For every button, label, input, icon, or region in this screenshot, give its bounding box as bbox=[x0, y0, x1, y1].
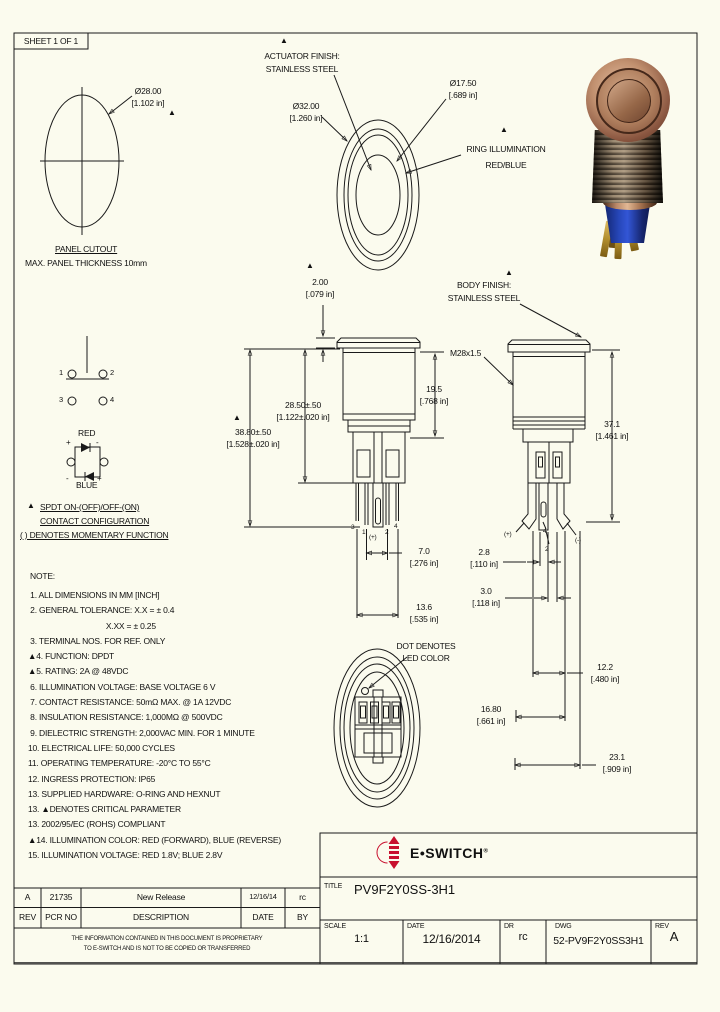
front-view bbox=[322, 75, 461, 270]
dim-mm: 16.80 bbox=[480, 704, 502, 714]
pin-label: 3 bbox=[351, 524, 355, 531]
terminal-number: 3 bbox=[59, 395, 63, 404]
pin-label: (+) bbox=[369, 534, 377, 541]
registered-mark: ® bbox=[483, 848, 489, 855]
proprietary-line1: THE INFORMATION CONTAINED IN THIS DOCUMENT IS PROPRIETARY bbox=[71, 936, 263, 942]
dot-note-line1: DOT DENOTES bbox=[396, 641, 456, 651]
pin-width-dim bbox=[464, 546, 504, 570]
note-item: 13. 2002/95/EC (ROHS) COMPLIANT bbox=[28, 819, 166, 830]
critical-marker-icon: ▲ bbox=[168, 108, 176, 117]
note-item: 1. ALL DIMENSIONS IN MM [INCH] bbox=[28, 590, 160, 600]
terminal-number: 1 bbox=[59, 368, 63, 377]
panel-cutout-title: PANEL CUTOUT bbox=[55, 244, 118, 254]
brand-text: E•SWITCH bbox=[410, 845, 484, 861]
panel-cutout-dim bbox=[126, 85, 170, 109]
note-item: 15. ILLUMINATION VOLTAGE: RED 1.8V; BLUE 2.8V bbox=[28, 850, 223, 861]
rev-cell: New Release bbox=[136, 892, 186, 902]
critical-marker-icon: ▲ bbox=[233, 413, 241, 422]
note-item: 13. ▲DENOTES CRITICAL PARAMETER bbox=[28, 804, 181, 815]
terminal-width-dim bbox=[468, 703, 514, 727]
dim-mm: 2.00 bbox=[312, 277, 328, 287]
ring-illumination-line2: RED/BLUE bbox=[485, 160, 527, 170]
dwg-label: DWG bbox=[555, 923, 572, 930]
pin-label: 2 bbox=[385, 529, 389, 536]
side-view-front bbox=[337, 338, 420, 527]
body-height-dim bbox=[266, 399, 340, 423]
note-item: 3. TERMINAL NOS. FOR REF. ONLY bbox=[28, 635, 166, 646]
dim-mm: Ø17.50 bbox=[449, 78, 477, 88]
critical-marker-icon: ▲ bbox=[505, 268, 513, 277]
dim-mm: 19.5 bbox=[426, 384, 442, 394]
product-photo bbox=[583, 53, 693, 265]
polarity-sign: + bbox=[97, 474, 102, 483]
notes-list bbox=[28, 588, 281, 863]
outer-dia-dim bbox=[284, 100, 328, 124]
dim-in: [.118 in] bbox=[472, 598, 500, 608]
pin-label: (-) bbox=[575, 537, 581, 544]
scale-label: SCALE bbox=[324, 923, 346, 930]
date-value: 12/16/2014 bbox=[422, 932, 481, 946]
dim-mm: 2.8 bbox=[478, 547, 490, 557]
dim-mm: Ø28.00 bbox=[134, 86, 162, 96]
inner-dia-dim bbox=[442, 77, 484, 101]
dot-note-line2: LED COLOR bbox=[402, 653, 450, 663]
dim-in: [1.461 in] bbox=[595, 431, 629, 441]
dim-mm: 38.80±.50 bbox=[235, 427, 271, 437]
note-item: 11. OPERATING TEMPERATURE: -20°C TO 55°C bbox=[28, 758, 211, 769]
dim-mm: 28.50±.50 bbox=[285, 400, 321, 410]
note-item: 2. GENERAL TOLERANCE: X.X = ± 0.4 bbox=[28, 605, 175, 616]
actuator-finish-line1: ACTUATOR FINISH: bbox=[264, 51, 340, 61]
blue-led-label: BLUE bbox=[76, 480, 98, 490]
dot-note bbox=[392, 640, 460, 664]
drafter-label: DR bbox=[504, 923, 514, 930]
polarity-sign: - bbox=[66, 474, 69, 483]
total-depth-dim bbox=[588, 418, 636, 442]
thread-spec: M28x1.5 bbox=[450, 348, 482, 358]
note-item: 9. DIELECTRIC STRENGTH: 2,000VAC MIN. FOR 1 MINUTE bbox=[28, 727, 255, 738]
proprietary-line2: TO E-SWITCH AND IS NOT TO BE COPIED OR TRANSFERRED bbox=[83, 946, 251, 952]
dim-mm: 7.0 bbox=[418, 546, 430, 556]
note-item: 6. ILLUMINATION VOLTAGE: BASE VOLTAGE 6 V bbox=[28, 681, 216, 692]
dim-in: [.079 in] bbox=[305, 289, 335, 299]
note-item: X.XX = ± 0.25 bbox=[28, 620, 156, 631]
row-spacing-dim bbox=[581, 661, 629, 685]
sheet-label: SHEET 1 OF 1 bbox=[23, 36, 79, 46]
dim-in: [1.122±.020 in] bbox=[276, 412, 330, 422]
dim-in: [.535 in] bbox=[409, 614, 439, 624]
title-label: TITLE bbox=[324, 883, 343, 890]
dim-in: [.909 in] bbox=[602, 764, 632, 774]
pin-spacing-dim bbox=[400, 545, 448, 569]
dimension-lines-front bbox=[244, 305, 444, 618]
dim-in: [.661 in] bbox=[476, 716, 506, 726]
rev-header-cell: BY bbox=[297, 912, 308, 922]
dim-in: [1.102 in] bbox=[131, 98, 165, 108]
note-item: ▲14. ILLUMINATION COLOR: RED (FORWARD), BLUE (REVERSE) bbox=[28, 834, 281, 845]
note-item: ▲4. FUNCTION: DPDT bbox=[28, 651, 115, 662]
contact-config-line3: ( ) DENOTES MOMENTARY FUNCTION bbox=[20, 530, 169, 540]
pin-label: 4 bbox=[543, 528, 547, 535]
overall-height-dim bbox=[222, 426, 284, 450]
critical-marker-icon: ▲ bbox=[500, 125, 508, 134]
bottom-view bbox=[334, 649, 420, 807]
terminal-span-dim bbox=[593, 751, 641, 775]
rev-label: REV bbox=[655, 923, 669, 930]
dim-mm: 12.2 bbox=[597, 662, 613, 672]
contact-config-line2: CONTACT CONFIGURATION bbox=[40, 516, 150, 526]
dim-in: [.480 in] bbox=[590, 674, 620, 684]
rev-cell: 21735 bbox=[49, 892, 73, 902]
note-item: 10. ELECTRICAL LIFE: 50,000 CYCLES bbox=[28, 742, 175, 753]
flange-height-dim bbox=[294, 276, 346, 300]
side-view-side bbox=[508, 340, 590, 544]
rev-header-cell: PCR NO bbox=[45, 912, 77, 922]
pin-label: (+) bbox=[504, 531, 512, 538]
notes-header: NOTE: bbox=[30, 571, 55, 581]
rev-cell: rc bbox=[299, 892, 306, 902]
dim-in: [.110 in] bbox=[470, 559, 498, 569]
schematic bbox=[66, 336, 109, 481]
note-item: 7. CONTACT RESISTANCE: 50mΩ MAX. @ 1A 12VDC bbox=[28, 697, 232, 708]
panel-cutout-view bbox=[40, 87, 132, 235]
polarity-sign: - bbox=[96, 438, 99, 447]
part-number-title: PV9F2Y0SS-3H1 bbox=[354, 882, 456, 897]
scale-value: 1:1 bbox=[354, 933, 369, 945]
rev-cell: 12/16/14 bbox=[249, 892, 277, 901]
dim-mm: 23.1 bbox=[609, 752, 625, 762]
note-item: 12. INGRESS PROTECTION: IP65 bbox=[28, 773, 156, 784]
photo-actuator bbox=[607, 79, 651, 123]
rev-header-cell: REV bbox=[19, 912, 36, 922]
dim-mm: Ø32.00 bbox=[292, 101, 320, 111]
ring-illumination-line1: RING ILLUMINATION bbox=[466, 144, 546, 154]
panel-cutout-subtitle: MAX. PANEL THICKNESS 10mm bbox=[25, 258, 147, 268]
dim-in: [1.528±.020 in] bbox=[226, 439, 280, 449]
pin-gap-dim bbox=[466, 585, 506, 609]
pin-label: 2 bbox=[545, 546, 549, 553]
pin-label: 1 bbox=[362, 529, 366, 536]
dim-in: [.768 in] bbox=[419, 396, 449, 406]
rev-cell: A bbox=[24, 892, 31, 902]
thread-length-dim bbox=[410, 383, 458, 407]
dwg-number: 52-PV9F2Y0SS3H1 bbox=[553, 935, 644, 947]
dim-mm: 13.6 bbox=[416, 602, 432, 612]
note-item: 13. SUPPLIED HARDWARE: O-RING AND HEXNUT bbox=[28, 788, 221, 799]
terminal-number: 2 bbox=[110, 368, 114, 377]
rev-header-cell: DESCRIPTION bbox=[133, 912, 189, 922]
dim-mm: 37.1 bbox=[604, 419, 620, 429]
red-led-label: RED bbox=[78, 428, 96, 438]
critical-marker-icon: ▲ bbox=[280, 36, 288, 45]
pin-span-dim bbox=[400, 601, 448, 625]
rev-header-cell: DATE bbox=[252, 912, 274, 922]
body-finish-line1: BODY FINISH: bbox=[456, 280, 512, 290]
dim-in: [.276 in] bbox=[409, 558, 439, 568]
contact-config-line1: SPDT ON-(OFF)/OFF-(ON) bbox=[40, 502, 140, 512]
note-item: 8. INSULATION RESISTANCE: 1,000MΩ @ 500VDC bbox=[28, 712, 223, 723]
pin-label: 4 bbox=[394, 523, 398, 530]
polarity-sign: + bbox=[66, 438, 71, 447]
brand-name bbox=[410, 845, 488, 861]
actuator-finish-line2: STAINLESS STEEL bbox=[265, 64, 339, 74]
critical-marker-icon: ▲ bbox=[306, 261, 314, 270]
date-label: DATE bbox=[407, 923, 425, 930]
dim-in: [.689 in] bbox=[448, 90, 478, 100]
body-finish-line2: STAINLESS STEEL bbox=[447, 293, 521, 303]
note-item: ▲5. RATING: 2A @ 48VDC bbox=[28, 666, 129, 677]
critical-marker-icon: ▲ bbox=[27, 501, 35, 510]
dim-in: [1.260 in] bbox=[289, 113, 323, 123]
rev-value: A bbox=[669, 929, 679, 944]
drafter-value: rc bbox=[518, 931, 528, 943]
dim-mm: 3.0 bbox=[480, 586, 492, 596]
brand-logo-icon bbox=[377, 836, 400, 869]
terminal-number: 4 bbox=[110, 395, 114, 404]
